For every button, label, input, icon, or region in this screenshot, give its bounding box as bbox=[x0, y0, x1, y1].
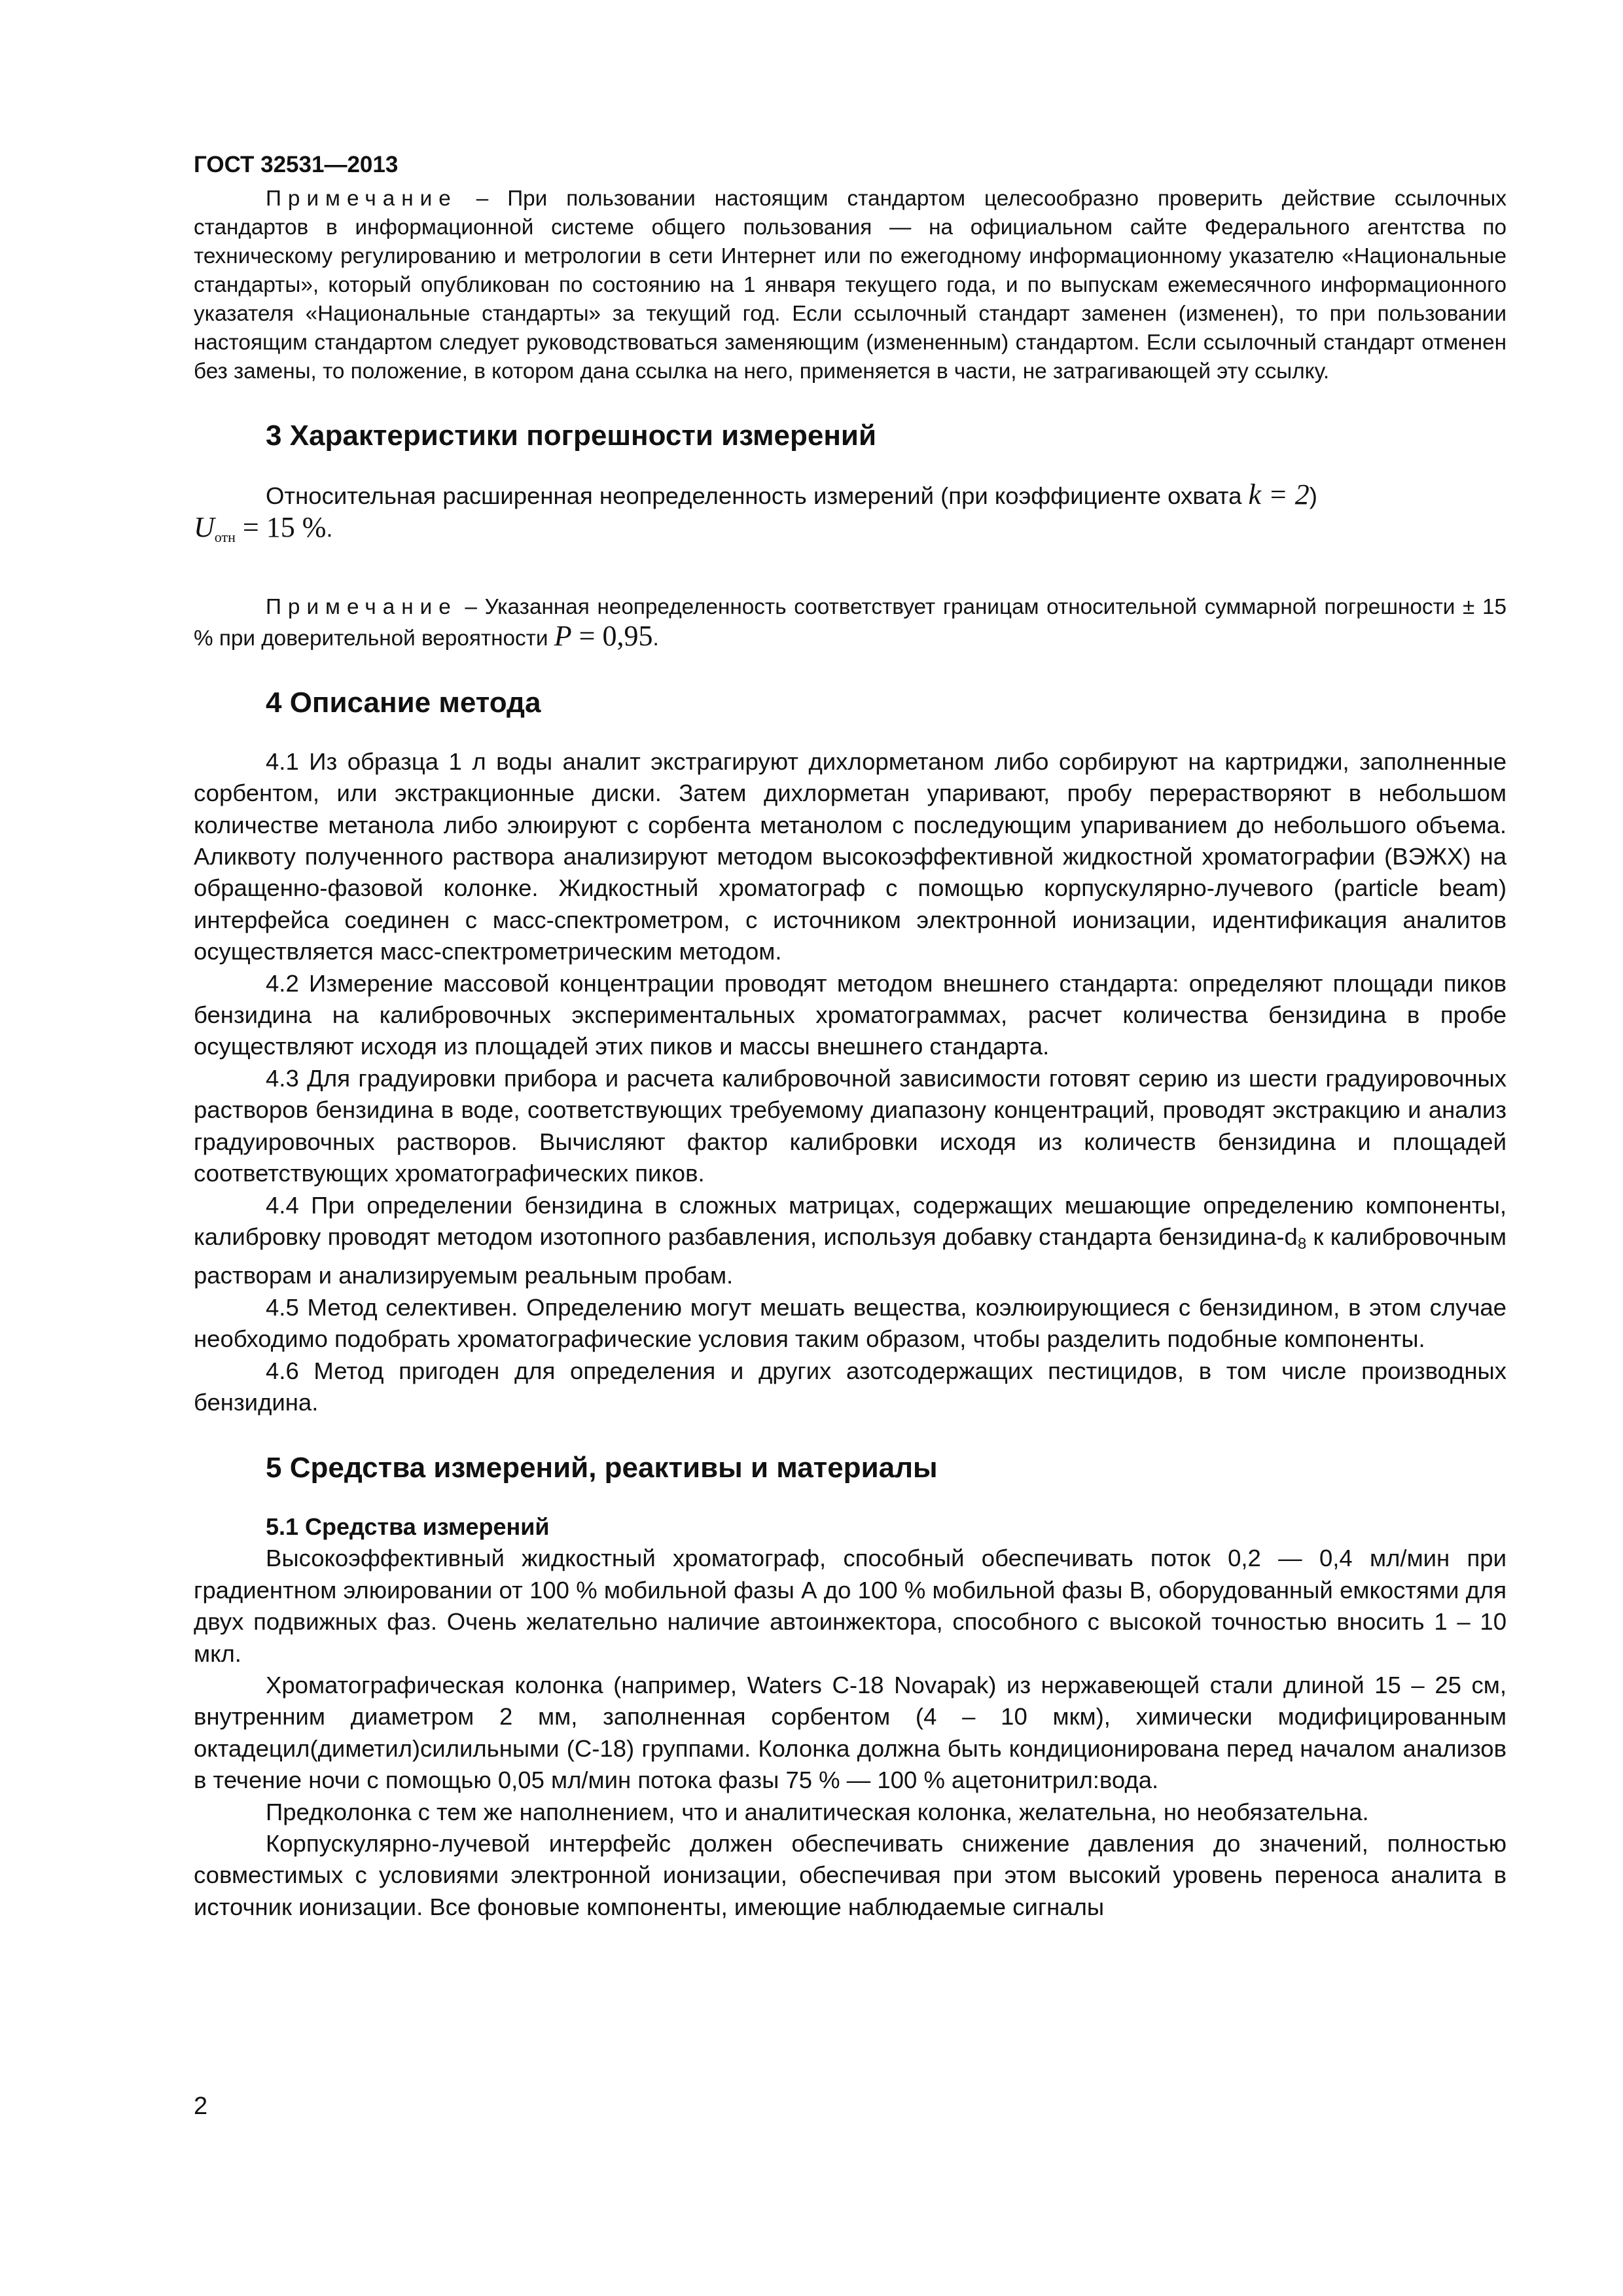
note-text: – Указанная неопределенность соответствует границам относительной суммарной погрешности ± 15 % при доверительной вероятности bbox=[194, 594, 1507, 651]
standard-code-header: ГОСТ 32531—2013 bbox=[194, 152, 399, 177]
deuterium-subscript: 8 bbox=[1297, 1234, 1307, 1253]
section-3-heading: 3 Характеристики погрешности измерений bbox=[266, 420, 877, 452]
paragraph-5-1-column: Хроматографическая колонка (например, Waters C-18 Novapak) из нержавеющей стали длиной 15 – 25 см, внутренним диаметром 2 мм, заполненная сорбентом (4 – 10 мкм), химически модифицированным октадецил(диметил)силильными (С-18) группами. Колонка должна быть кондиционирована перед началом анализов в течение ночи с помощью 0,05 мл/мин потока фазы 75 % — 100 % ацетонитрил:вода. bbox=[194, 1671, 1507, 1794]
note-text: – При пользовании настоящим стандартом целесообразно проверить действие ссылочных стандартов в информационной системе общего пользования — на официальном сайте Федерального агентства по техническому регулированию и метрологии в сети Интернет или по ежегодному информационному указателю «Национальные стандарты», который опубликован по состоянию на 1 января текущего года, и по выпускам ежемесячного информационного указателя «Национальные стандарты» за текущий год. Если ссылочный стандарт заменен (изменен), то при пользовании настоящим стандартом следует руководствоваться заменяющим (измененным) стандартом. Если ссылочный стандарт отменен без замены, то положение, в котором дана ссылка на него, применяется в части, не затрагивающей эту ссылку. bbox=[194, 187, 1507, 384]
document-page bbox=[194, 151, 1507, 1923]
page-number: 2 bbox=[194, 2092, 208, 2120]
paragraph-5-1-precolumn: Предколонка с тем же наполнением, что и аналитическая колонка, желательна, но необязательна. bbox=[266, 1798, 1369, 1825]
relative-uncertainty-formula bbox=[194, 511, 327, 546]
u-symbol: U bbox=[194, 511, 215, 544]
paragraph-4-2: 4.2 Измерение массовой концентрации проводят методом внешнего стандарта: определяют площади пиков бензидина на калибровочных экспериментальных хроматограммах, расчет количества бензидина в пробе осуществляют исходя из площадей этих пиков и массы внешнего стандарта. bbox=[194, 969, 1507, 1060]
note-references bbox=[194, 185, 1507, 386]
paragraph-4-4: 4.4 При определении бензидина в сложных матрицах, содержащих мешающие определению компоненты, калибровку проводят методом изотопного разбавления, используя добавку стандарта бензидина-d8 к калибровочным растворам и анализируемым реальным пробам. bbox=[194, 1191, 1507, 1289]
paragraph-5-1-interface: Корпускулярно-лучевой интерфейс должен обеспечивать снижение давления до значений, полностью совместимых с условиями электронной ионизации, обеспечивая при этом высокий уровень переноса аналита в источник ионизации. Все фоновые компоненты, имеющие наблюдаемые сигналы bbox=[194, 1830, 1507, 1920]
probability-formula: P = 0,95 bbox=[554, 619, 653, 652]
u-subscript: отн bbox=[214, 529, 236, 546]
paragraph-4-6: 4.6 Метод пригоден для определения и других азотсодержащих пестицидов, в том числе производных бензидина. bbox=[194, 1357, 1507, 1416]
paragraph-4-1: 4.1 Из образца 1 л воды аналит экстрагируют дихлорметаном либо сорбируют на картриджи, заполненные сорбентом, или экстракционные диски. Затем дихлорметан упаривают, пробу перерастворяют в небольшом количестве метанола либо элюируют с сорбента метанолом с последующим упариванием до небольшого объема. Аликвоту полученного раствора анализируют методом высокоэффективной жидкостной хроматографии (ВЭЖХ) на обращенно-фазовой колонке. Жидкостный хроматограф с помощью корпускулярно-лучевого (particle beam) интерфейса соединен с масс-спектрометром, с источником электронной ионизации, идентификация аналитов осуществляется масс-спектрометрическим методом. bbox=[194, 747, 1507, 965]
note-label: Примечание bbox=[266, 187, 457, 211]
section-5-heading: 5 Средства измерений, реактивы и материалы bbox=[266, 1452, 938, 1484]
uncertainty-text: Относительная расширенная неопределенность измерений (при коэффициенте охвата bbox=[266, 482, 1249, 509]
section-4-heading: 4 Описание метода bbox=[266, 686, 541, 719]
subsection-5-1-heading: 5.1 Средства измерений bbox=[266, 1513, 550, 1541]
paragraph-4-3: 4.3 Для градуировки прибора и расчета калибровочной зависимости готовят серию из шести градуировочных растворов бензидина в воде, соответствующих требуемому диапазону концентраций, проводят экстракцию и анализ градуировочных растворов. Вычисляют фактор калибровки исходя из количеств бензидина и площадей соответствующих хроматографических пиков. bbox=[194, 1064, 1507, 1187]
paragraph-5-1-chromatograph: Высокоэффективный жидкостный хроматограф, способный обеспечивать поток 0,2 — 0,4 мл/мин при градиентном элюировании от 100 % мобильной фазы А до 100 % мобильной фазы В, оборудованный емкостями для двух подвижных фаз. Очень желательно наличие автоинжектора, способного с высокой точностью вносить 1 – 10 мкл. bbox=[194, 1545, 1507, 1667]
u-value: = 15 % bbox=[235, 511, 327, 544]
section-3-paragraph: Относительная расширенная неопределенность измерений (при коэффициенте охвата k = 2) $U_{отн} = 15$ %. bbox=[194, 478, 1317, 546]
coverage-factor-formula: k = 2 bbox=[1248, 478, 1310, 511]
paragraph-4-5: 4.5 Метод селективен. Определению могут мешать вещества, коэлюирующиеся с бензидином, в этом случае необходимо подобрать хроматографические условия таким образом, чтобы разделить подобные компоненты. bbox=[194, 1293, 1507, 1353]
note-label: Примечание bbox=[266, 594, 457, 619]
note-uncertainty: Примечание – Указанная неопределенность соответствует границам относительной суммарной погрешности ± 15 % при доверительной вероятности P = 0,95. bbox=[194, 594, 1507, 652]
